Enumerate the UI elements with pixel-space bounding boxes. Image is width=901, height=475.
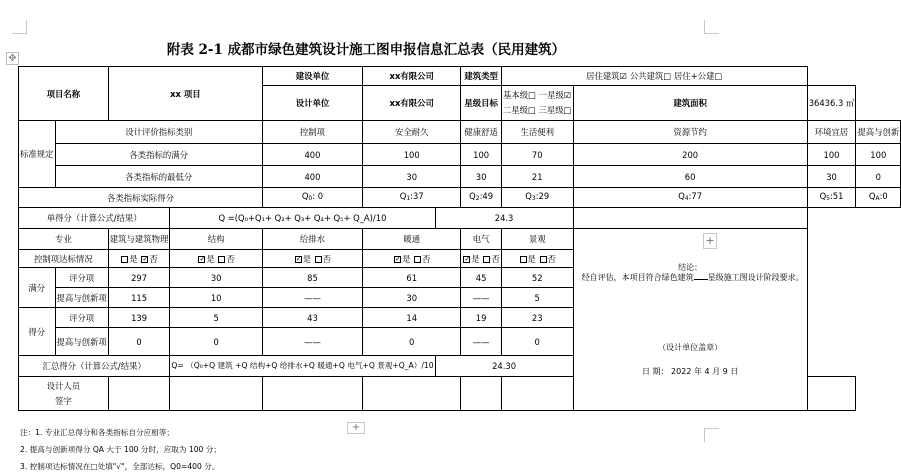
blank-cell: [573, 208, 807, 229]
star-level-label: 星级目标: [461, 86, 501, 121]
control-landscape[interactable]: 是 否: [501, 250, 573, 268]
min-score-convenience[interactable]: 21: [501, 166, 573, 188]
score-innov-landscape[interactable]: 0: [501, 328, 573, 356]
actual-score-environment[interactable]: Q5:51: [807, 188, 856, 208]
signer-cell-landscape[interactable]: [501, 377, 573, 411]
conclusion-label: 结论：: [678, 262, 703, 272]
score-side-label: 得分: [19, 308, 56, 356]
full-side-label: 满分: [19, 268, 56, 308]
actual-score-resource[interactable]: Q4:77: [573, 188, 807, 208]
full-score-control[interactable]: 400: [262, 144, 362, 166]
page-corner-mark-right-h: [704, 33, 719, 34]
date-label[interactable]: 日 期： 2022 年 4 月 9 日: [641, 366, 739, 376]
control-structure[interactable]: ✓ 是 否: [170, 250, 263, 268]
conclusion-panel: [573, 229, 807, 411]
control-status-label: 控制项达标情况: [19, 250, 109, 268]
full-innov-electrical[interactable]: ——: [461, 288, 501, 308]
category-environment: 环境宜居: [807, 121, 856, 144]
page-corner-mark-bottom-right-h: [704, 428, 719, 429]
signer-cell-architecture[interactable]: [108, 377, 170, 411]
min-score-label: 各类指标的最低分: [55, 166, 262, 188]
min-score-resource[interactable]: 60: [573, 166, 807, 188]
full-score-health[interactable]: 100: [461, 144, 501, 166]
checkbox-yes[interactable]: [394, 256, 401, 263]
checkbox-no[interactable]: [540, 256, 547, 263]
discipline-structure: 结构: [170, 229, 263, 250]
full-innov-landscape[interactable]: 5: [501, 288, 573, 308]
area-label: 建筑面积: [573, 86, 807, 121]
footnotes: [20, 424, 221, 475]
score-item-landscape[interactable]: 23: [501, 308, 573, 328]
building-type-public[interactable]: 公共建筑□: [629, 71, 672, 81]
single-score-result[interactable]: 24.3: [435, 208, 573, 229]
building-type-options[interactable]: [501, 67, 807, 86]
star-level-row-2[interactable]: 二星级□ 三星级□: [502, 105, 572, 115]
page-corner-mark-bottom-right: [704, 428, 705, 442]
category-resource: 资源节约: [573, 121, 807, 144]
full-item-structure[interactable]: 30: [170, 268, 263, 288]
design-unit-label: 设计单位: [262, 86, 362, 121]
star-level-row-1[interactable]: 基本级□ 一星级☑: [503, 90, 572, 100]
min-score-control[interactable]: 400: [262, 166, 362, 188]
score-item-architecture[interactable]: 139: [108, 308, 170, 328]
category-safety: 安全耐久: [362, 121, 460, 144]
footnote-1: 注：1. 专业汇总得分和各类指标自分应相等；: [20, 428, 174, 437]
footnote-3: 3. 控制项达标情况在□处填"√"，全部达标，Q0=400 分。: [20, 462, 220, 471]
signer-cell-electrical[interactable]: [461, 377, 501, 411]
discipline-label: 专业: [19, 229, 109, 250]
score-item-plumbing[interactable]: 43: [262, 308, 362, 328]
application-info-table: [18, 66, 901, 411]
checkbox-yes[interactable]: [295, 256, 302, 263]
full-innovation-label: 提高与创新项: [55, 288, 108, 308]
conclusion-text-2: 星级施工图设计阶段要求。: [707, 272, 804, 282]
control-plumbing[interactable]: ✓ 是 否: [262, 250, 362, 268]
star-level-options[interactable]: [501, 86, 573, 121]
checkbox-yes[interactable]: [198, 256, 205, 263]
signer-cell-hvac[interactable]: [362, 377, 460, 411]
full-item-plumbing[interactable]: 85: [262, 268, 362, 288]
actual-score-control[interactable]: Q0: 0: [262, 188, 362, 208]
score-item-label: 评分项: [55, 308, 108, 328]
actual-score-convenience[interactable]: Q3:29: [501, 188, 573, 208]
min-score-environment[interactable]: 30: [807, 166, 856, 188]
score-innov-structure[interactable]: 0: [170, 328, 263, 356]
score-innov-electrical[interactable]: ——: [461, 328, 501, 356]
category-label: 设计评价指标类别: [55, 121, 262, 144]
discipline-landscape: 景观: [501, 229, 573, 250]
checkbox-no[interactable]: [141, 256, 148, 263]
add-row-icon[interactable]: +: [347, 422, 365, 434]
full-item-electrical[interactable]: 45: [461, 268, 501, 288]
building-type-mixed[interactable]: 居住+公建□: [673, 71, 723, 81]
total-score-label: 汇总得分（计算公式/结果）: [19, 356, 170, 377]
building-type-label: 建筑类型: [461, 67, 501, 86]
checkbox-yes[interactable]: [121, 256, 128, 263]
full-innov-structure[interactable]: 10: [170, 288, 263, 308]
score-innov-hvac[interactable]: 0: [362, 328, 460, 356]
total-score-result[interactable]: 24.30: [435, 356, 573, 377]
design-unit-value[interactable]: xx有限公司: [362, 86, 460, 121]
standard-side-label: 标准规定: [19, 121, 56, 188]
control-hvac[interactable]: ✓ 是 否: [362, 250, 460, 268]
score-innov-plumbing[interactable]: ——: [262, 328, 362, 356]
score-innov-architecture[interactable]: 0: [108, 328, 170, 356]
build-unit-label: 建设单位: [262, 67, 362, 86]
discipline-electrical: 电气: [461, 229, 501, 250]
full-item-hvac[interactable]: 61: [362, 268, 460, 288]
conclusion-text-1: 经自评估，本项目符合绿色建筑: [581, 272, 694, 282]
score-item-hvac[interactable]: 14: [362, 308, 460, 328]
footnote-2: 2. 提高与创新项得分 QA 大于 100 分时，应取为 100 分；: [20, 445, 221, 454]
project-name-value[interactable]: xx 项目: [108, 67, 262, 121]
seal-label: （设计单位盖章）: [658, 342, 723, 352]
single-score-formula: Q =(Q₀+Q₁+ Q₂+ Q₃+ Q₄+ Q₅+ Q_A)/10: [170, 208, 435, 229]
score-innovation-label: 提高与创新项: [55, 328, 108, 356]
category-convenience: 生活便利: [501, 121, 573, 144]
checkbox-no[interactable]: [218, 256, 225, 263]
control-architecture[interactable]: 是 ✓ 否: [108, 250, 170, 268]
checkbox-no[interactable]: [315, 256, 322, 263]
table-move-handle-icon[interactable]: ✥: [6, 52, 19, 65]
min-score-health[interactable]: 30: [461, 166, 501, 188]
actual-score-label: 各类指标实际得分: [19, 188, 263, 208]
building-type-residential[interactable]: 居住建筑☑: [586, 71, 628, 81]
signer-label: 设计人员 签字: [19, 377, 109, 411]
area-value[interactable]: 36436.3 ㎡: [807, 86, 856, 121]
project-name-label: 项目名称: [19, 67, 109, 121]
actual-score-health[interactable]: Q2:49: [461, 188, 501, 208]
min-score-safety[interactable]: 30: [362, 166, 460, 188]
full-score-convenience[interactable]: 70: [501, 144, 573, 166]
checkbox-yes[interactable]: [463, 256, 470, 263]
score-item-electrical[interactable]: 19: [461, 308, 501, 328]
full-score-safety[interactable]: 100: [362, 144, 460, 166]
discipline-plumbing: 给排水: [262, 229, 362, 250]
page-corner-mark-left-h: [12, 33, 27, 34]
full-innov-architecture[interactable]: 115: [108, 288, 170, 308]
full-score-item-label: 评分项: [55, 268, 108, 288]
checkbox-no[interactable]: [483, 256, 490, 263]
total-score-formula: Q= （Q₀+Q 建筑 +Q 结构+Q 给排水+Q 暖通+Q 电气+Q 景观+Q_A）/10: [170, 356, 435, 377]
checkbox-no[interactable]: [414, 256, 421, 263]
category-health: 健康舒适: [461, 121, 501, 144]
score-item-structure[interactable]: 5: [170, 308, 263, 328]
full-innov-plumbing[interactable]: ——: [262, 288, 362, 308]
checkbox-yes[interactable]: [520, 256, 527, 263]
signer-cell-plumbing[interactable]: [262, 377, 362, 411]
full-score-resource[interactable]: 200: [573, 144, 807, 166]
single-score-label: 单得分（计算公式/结果）: [19, 208, 170, 229]
actual-score-innovation[interactable]: QA:0: [856, 188, 901, 208]
category-control: 控制项: [262, 121, 362, 144]
page-corner-mark-left: [26, 20, 27, 34]
signer-cell-extra: [807, 377, 856, 411]
full-innov-hvac[interactable]: 30: [362, 288, 460, 308]
signer-cell-structure[interactable]: [170, 377, 263, 411]
control-electrical[interactable]: ✓ 是 否: [461, 250, 501, 268]
document-title: 附表 2-1 成都市绿色建筑设计施工图申报信息汇总表（民用建筑）: [166, 42, 566, 58]
discipline-hvac: 暖通: [362, 229, 460, 250]
discipline-architecture: 建筑与建筑物理: [108, 229, 170, 250]
full-item-landscape[interactable]: 52: [501, 268, 573, 288]
full-score-innovation[interactable]: 100: [856, 144, 901, 166]
page-corner-mark-right: [704, 20, 705, 34]
add-column-icon[interactable]: +: [703, 233, 717, 249]
build-unit-value[interactable]: xx有限公司: [362, 67, 460, 86]
category-innovation: 提高与创新: [856, 121, 901, 144]
min-score-innovation[interactable]: 0: [856, 166, 901, 188]
full-score-label: 各类指标的满分: [55, 144, 262, 166]
actual-score-safety[interactable]: Q1:37: [362, 188, 460, 208]
full-item-architecture[interactable]: 297: [108, 268, 170, 288]
full-score-environment[interactable]: 100: [807, 144, 856, 166]
